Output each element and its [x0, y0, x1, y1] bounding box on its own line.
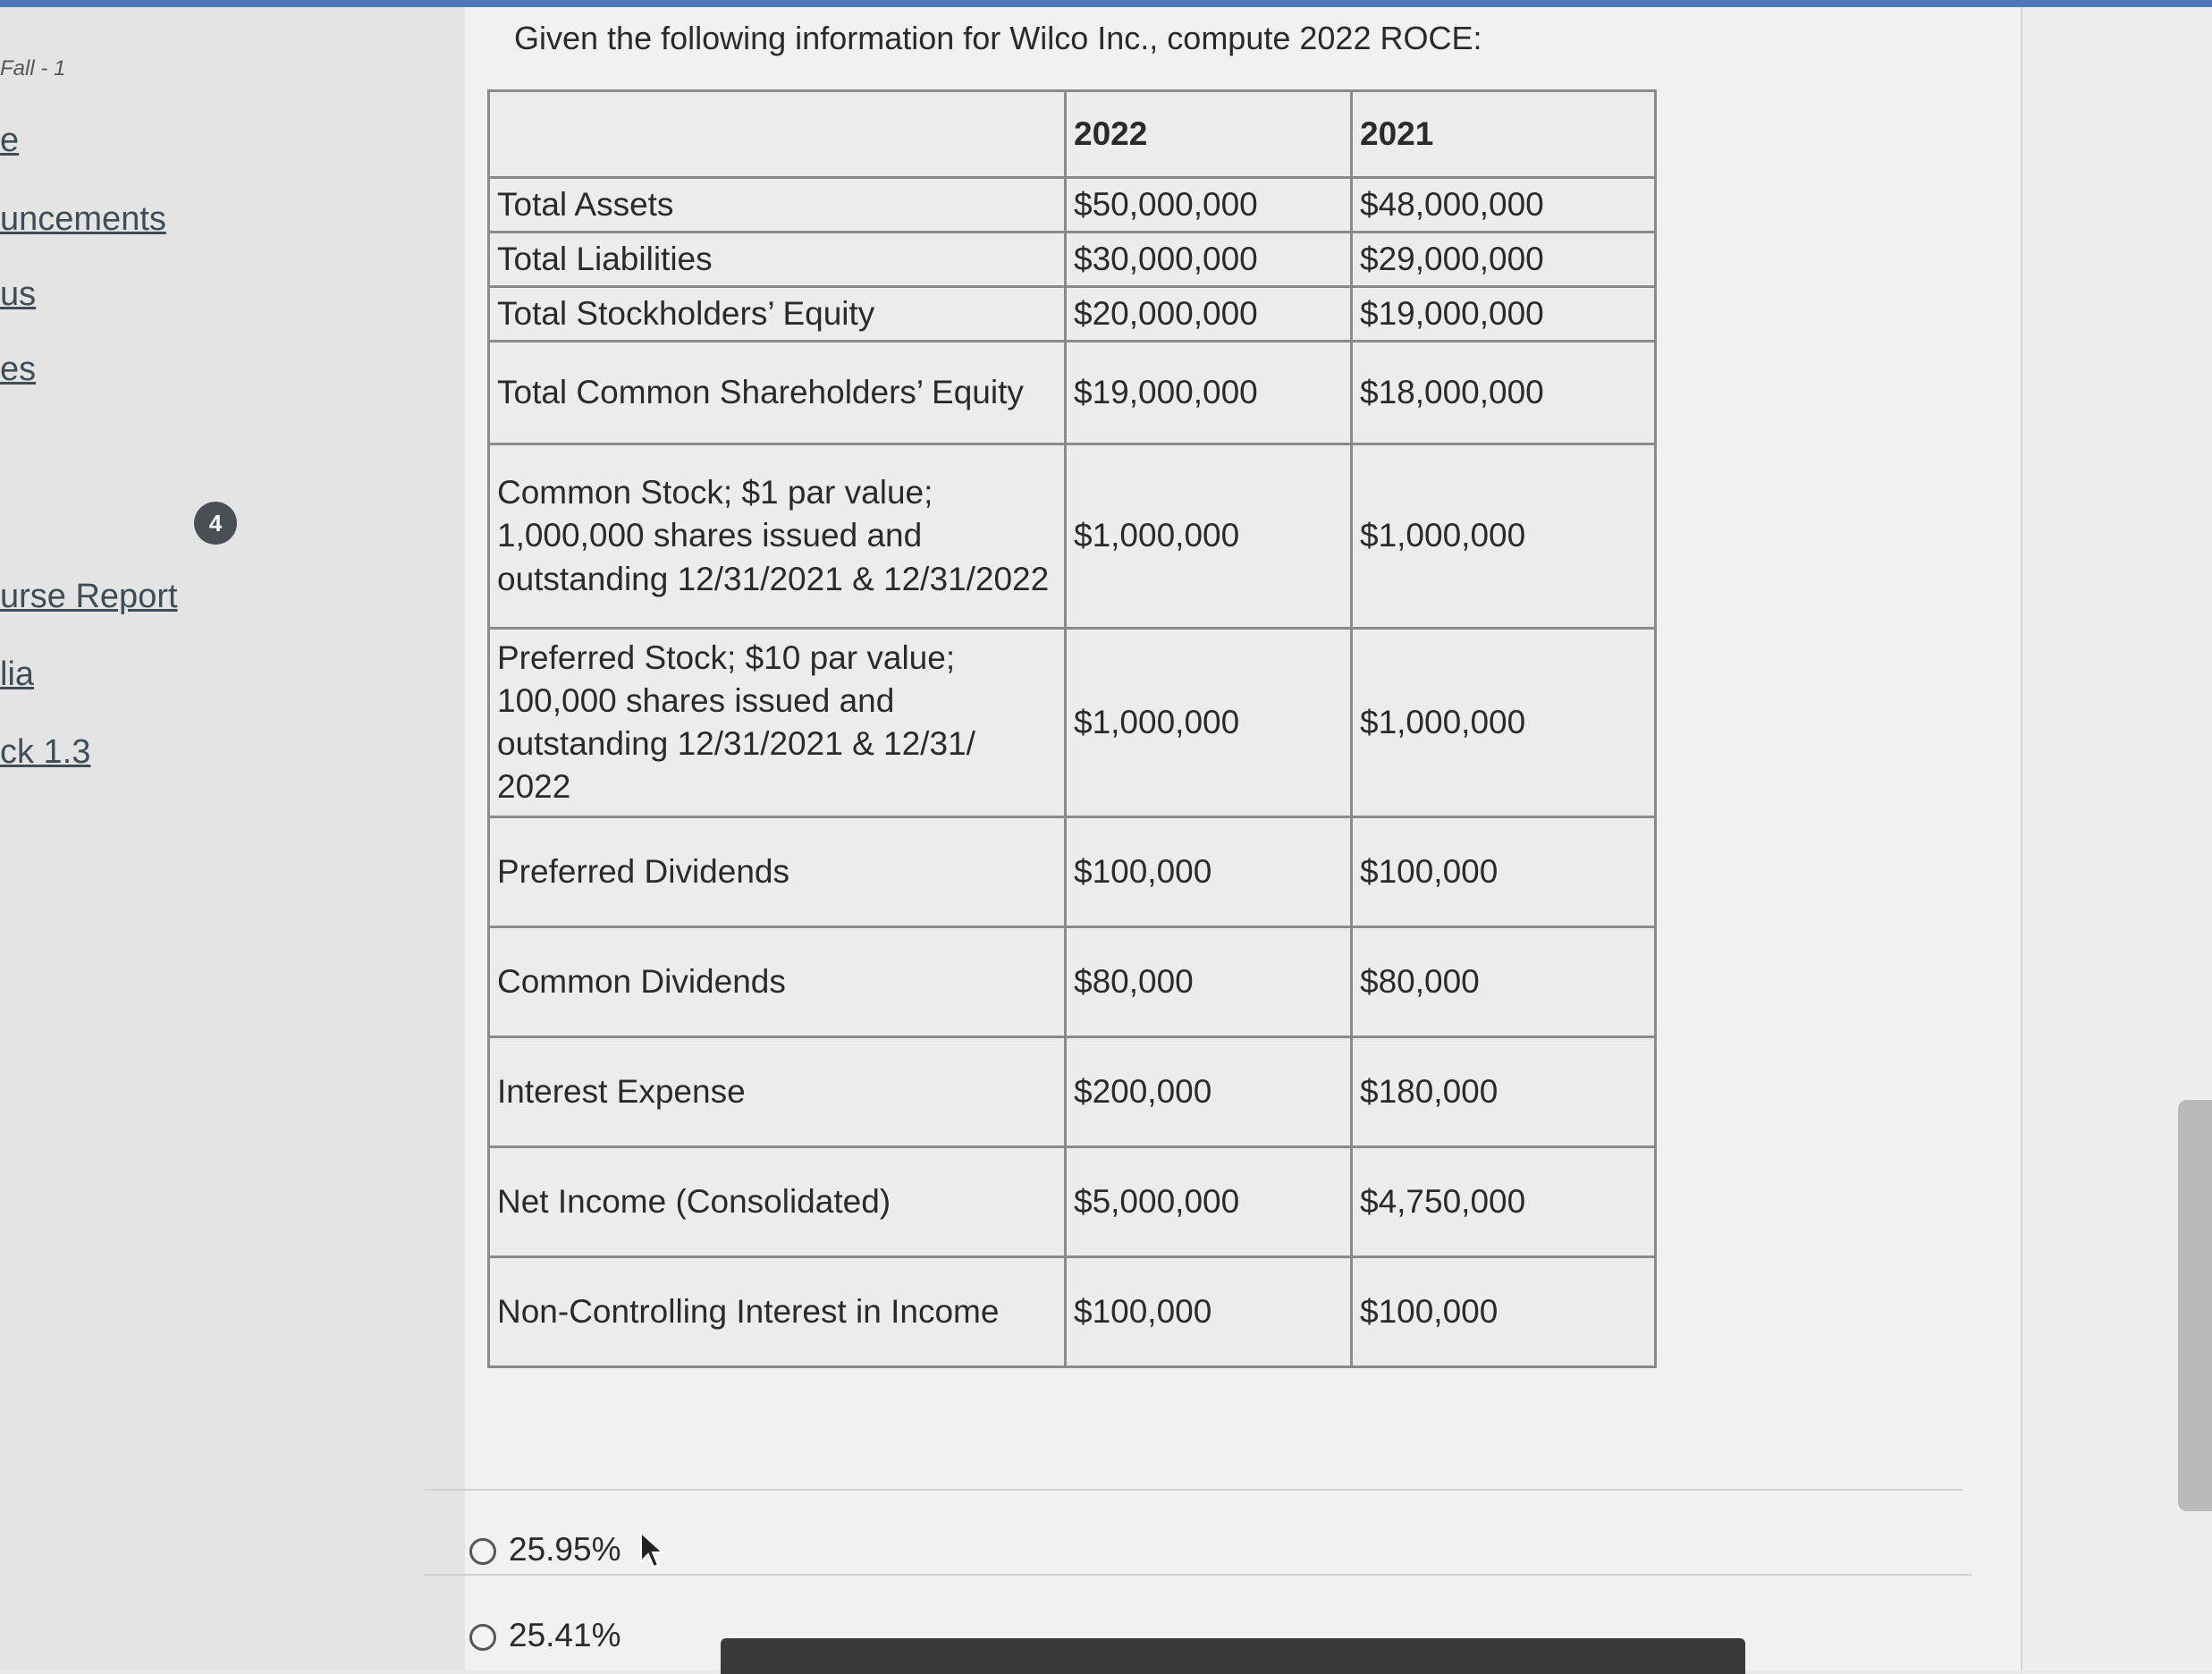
radio-icon[interactable] — [469, 1538, 496, 1565]
value-2022: $100,000 — [1066, 1257, 1352, 1367]
nav-link-announcements[interactable]: uncements — [0, 200, 166, 238]
table-row — [489, 629, 1656, 817]
nav-link-media[interactable]: lia — [0, 655, 35, 693]
value-2021: $100,000 — [1352, 1257, 1656, 1367]
nav-link-check[interactable]: ck 1.3 — [0, 733, 91, 771]
row-label: Non-Controlling Interest in Income — [489, 1257, 1066, 1367]
question-prompt: Given the following information for Wilco Inc., compute 2022 ROCE: — [514, 20, 1482, 56]
table-row — [489, 232, 1656, 287]
answer-option-2[interactable] — [469, 1617, 621, 1654]
table-row — [489, 817, 1656, 927]
table-row — [489, 342, 1656, 444]
value-2021: $1,000,000 — [1352, 444, 1656, 629]
value-2021: $19,000,000 — [1352, 287, 1656, 342]
row-label: Common Stock; $1 par value; 1,000,000 shares issued and outstanding 12/31/2021 & 12/31/2022 — [489, 444, 1066, 629]
cursor-arrow-icon — [639, 1531, 666, 1570]
table-row — [489, 444, 1656, 629]
row-label: Preferred Stock; $10 par value; 100,000 shares issued and outstanding 12/31/2021 & 12/31/ 2022 — [489, 629, 1066, 817]
table-header-row — [489, 91, 1656, 178]
value-2021: $29,000,000 — [1352, 232, 1656, 287]
row-label: Interest Expense — [489, 1037, 1066, 1147]
value-2021: $1,000,000 — [1352, 629, 1656, 817]
value-2021: $48,000,000 — [1352, 178, 1656, 232]
table-header-cell: 2021 — [1352, 91, 1656, 178]
nav-notification-badge: 4 — [194, 502, 237, 545]
answer-option-1[interactable] — [469, 1531, 621, 1568]
value-2022: $200,000 — [1066, 1037, 1352, 1147]
row-label: Total Stockholders’ Equity — [489, 287, 1066, 342]
course-term-label: Fall - 1 — [0, 56, 66, 80]
answers-divider — [425, 1489, 1963, 1491]
table-row — [489, 178, 1656, 232]
value-2022: $1,000,000 — [1066, 444, 1352, 629]
value-2022: $20,000,000 — [1066, 287, 1352, 342]
right-panel-tab[interactable] — [2178, 1100, 2212, 1511]
answer-option-label: 25.41% — [509, 1617, 621, 1653]
value-2022: $30,000,000 — [1066, 232, 1352, 287]
row-label: Net Income (Consolidated) — [489, 1147, 1066, 1257]
row-label: Preferred Dividends — [489, 817, 1066, 927]
value-2022: $80,000 — [1066, 927, 1352, 1037]
row-label: Total Assets — [489, 178, 1066, 232]
row-label: Common Dividends — [489, 927, 1066, 1037]
nav-link-course-report[interactable]: urse Report — [0, 578, 178, 615]
course-nav-sidebar — [0, 7, 465, 1670]
value-2022: $19,000,000 — [1066, 342, 1352, 444]
table-header-cell: 2022 — [1066, 91, 1352, 178]
top-accent-bar — [0, 0, 2212, 7]
nav-link-syllabus[interactable]: us — [0, 275, 37, 313]
financial-data-table — [487, 89, 1657, 1368]
row-label: Total Common Shareholders’ Equity — [489, 342, 1066, 444]
value-2022: $1,000,000 — [1066, 629, 1352, 817]
table-row — [489, 1147, 1656, 1257]
table-row — [489, 927, 1656, 1037]
value-2022: $5,000,000 — [1066, 1147, 1352, 1257]
bottom-dark-bar — [721, 1638, 1745, 1674]
value-2021: $100,000 — [1352, 817, 1656, 927]
nav-link-modules[interactable]: es — [0, 351, 37, 388]
value-2021: $18,000,000 — [1352, 342, 1656, 444]
table-row — [489, 287, 1656, 342]
value-2021: $4,750,000 — [1352, 1147, 1656, 1257]
value-2021: $80,000 — [1352, 927, 1656, 1037]
radio-icon[interactable] — [469, 1624, 496, 1651]
value-2022: $100,000 — [1066, 817, 1352, 927]
option-divider — [425, 1574, 1971, 1576]
value-2021: $180,000 — [1352, 1037, 1656, 1147]
answer-option-label: 25.95% — [509, 1531, 621, 1568]
table-row — [489, 1037, 1656, 1147]
table-row — [489, 1257, 1656, 1367]
table-header-cell — [489, 91, 1066, 178]
nav-link-home[interactable]: e — [0, 122, 20, 159]
value-2022: $50,000,000 — [1066, 178, 1352, 232]
row-label: Total Liabilities — [489, 232, 1066, 287]
